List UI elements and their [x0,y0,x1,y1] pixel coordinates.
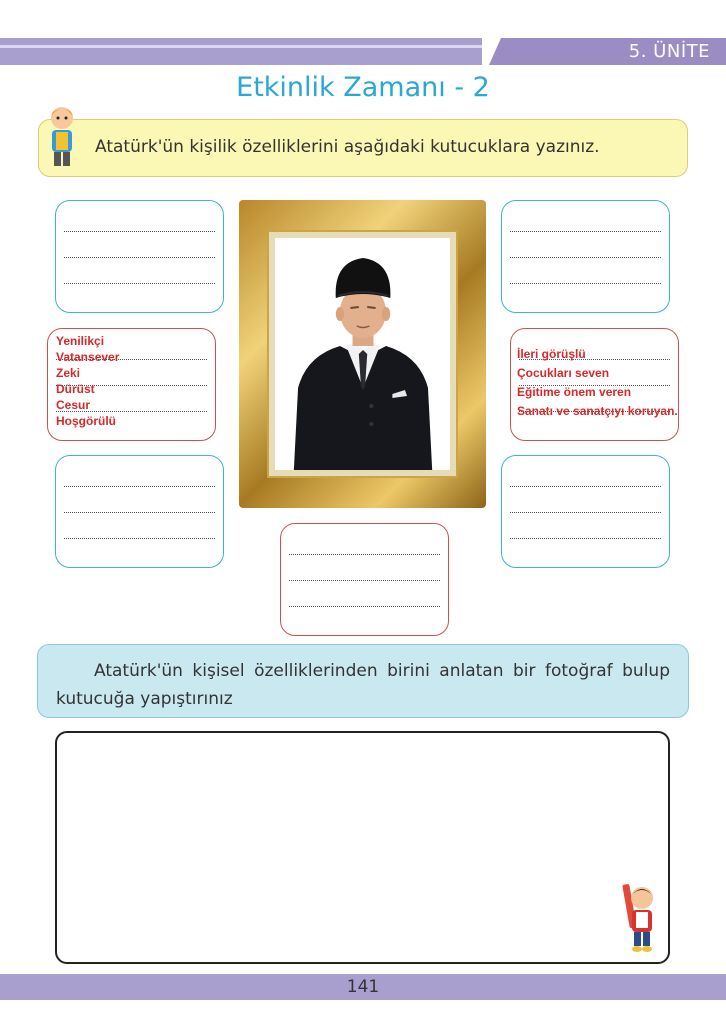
student-character-icon [44,104,80,170]
right-answer: Eğitime önem veren [517,385,632,399]
student-with-pencil-icon [622,882,658,956]
left-answer: Yenilikçi [56,334,105,348]
instruction-box-2 [37,644,689,718]
left-answer: Dürüst [56,382,95,396]
trait-box-right-top[interactable] [501,200,670,313]
left-answer: Zeki [56,366,81,380]
page-number: 141 [346,977,380,997]
left-answer: Hoşgörülü [56,414,116,428]
unit-label: 5. ÜNİTE [628,41,710,62]
photo-paste-box[interactable] [55,731,670,964]
frame-mat [267,230,458,478]
trait-box-center-bottom[interactable] [280,523,449,636]
right-answer: Çocukları seven [517,366,610,380]
trait-box-left-top[interactable] [55,200,224,313]
left-answer: Cesur [56,398,91,412]
trait-box-left-bottom[interactable] [55,455,224,568]
right-answer: İleri görüşlü [517,347,586,361]
header-stripe [0,45,482,48]
header-band [0,38,482,65]
portrait-illustration-icon [275,238,450,470]
left-answers-list [56,333,119,429]
instruction-text: Atatürk'ün kişilik özelliklerini aşağıdaki kutucuklara yazınız. [95,137,600,157]
page-title: Etkinlik Zamanı - 2 [236,72,490,103]
right-answers-list [517,345,678,421]
trait-box-right-bottom[interactable] [501,455,670,568]
trait-box-right-middle[interactable] [510,328,679,441]
trait-box-left-middle[interactable] [47,328,216,441]
instruction-box [38,119,688,177]
portrait-photo [275,238,450,470]
right-answer: Sanatı ve sanatçıyı koruyan. [517,404,678,418]
left-answer: Vatansever [56,350,120,364]
portrait-frame [239,200,486,508]
instruction-text-2: Atatürk'ün kişisel özelliklerinden birini anlatan bir fotoğraf bulup kutucuğa yapıştırınız [56,661,670,709]
